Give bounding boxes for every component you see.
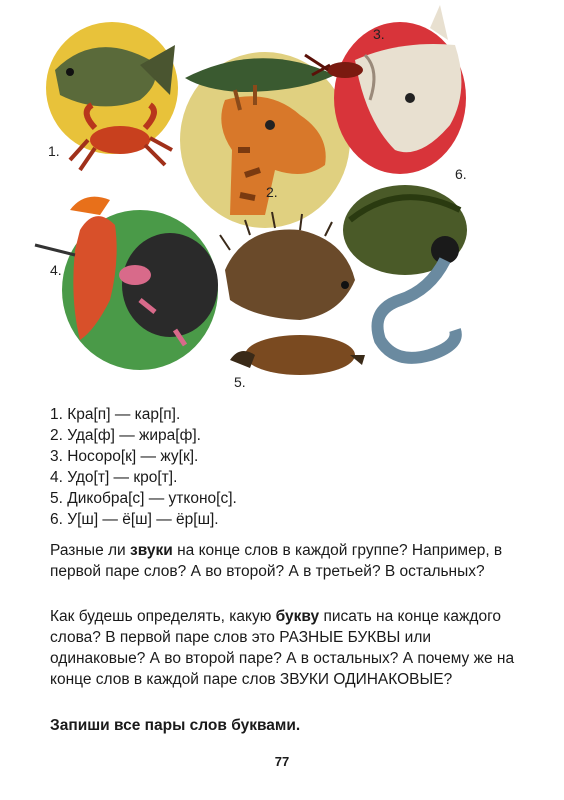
figure-number-4: 4.: [50, 262, 62, 278]
word-group-6: 6. У[ш] — ё[ш] — ёр[ш].: [50, 511, 219, 528]
question2-text-c: писать на конце каждого слова? В первой паре слов это РАЗНЫЕ БУКВЫ или одинаковые? А во второй паре? А в остальных? А почему же на конце слов в каждой паре слов ЗВУКИ ОДИНАКОВЫЕ?: [50, 608, 515, 688]
hedgehog-snake-illustration: [343, 185, 467, 358]
question-paragraph-1: [50, 540, 520, 582]
word-groups-list: [50, 404, 510, 530]
fish-crab-illustration: [46, 22, 178, 170]
word-group-3: 3. Носоро[к] — жу[к].: [50, 448, 199, 465]
question1-bold: звуки: [130, 542, 173, 559]
porcupine-platypus-illustration: [220, 212, 365, 375]
figure-number-2: 2.: [266, 184, 278, 200]
lizard-giraffe-illustration: [180, 52, 350, 228]
question2-text-a: Как будешь определять, какую: [50, 608, 276, 625]
page-number: 77: [274, 754, 290, 769]
figure-number-3: 3.: [373, 26, 385, 42]
figure-number-5: 5.: [234, 374, 246, 390]
word-group-1: 1. Кра[п] — кар[п].: [50, 406, 181, 423]
word-group-4: 4. Удо[т] — кро[т].: [50, 469, 178, 486]
question1-text-c: на конце слов в каждой группе? Например, в первой паре слов? А во второй? А в третьей? В остальных?: [50, 542, 503, 580]
question-paragraph-2: [50, 606, 520, 690]
word-group-5: 5. Дикобра[с] — утконо[с].: [50, 490, 237, 507]
hoopoe-mole-illustration: [35, 197, 218, 370]
task-instruction: Запиши все пары слов буквами.: [50, 717, 301, 734]
question2-bold: букву: [275, 608, 320, 625]
figure-number-6: 6.: [455, 166, 467, 182]
question1-text-a: Разные ли: [50, 542, 131, 559]
figure-number-1: 1.: [48, 143, 60, 159]
word-group-2: 2. Уда[ф] — жира[ф].: [50, 427, 201, 444]
